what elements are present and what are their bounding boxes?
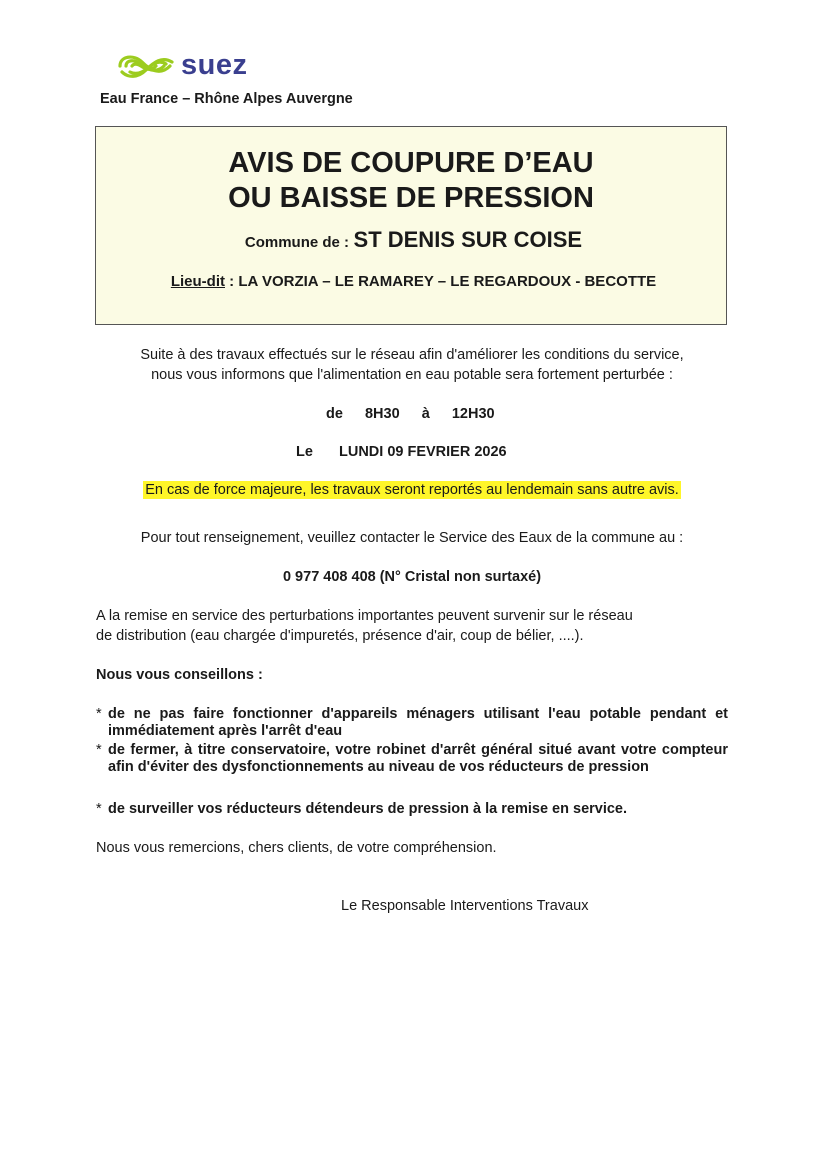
commune-name: ST DENIS SUR COISE bbox=[353, 227, 583, 252]
force-majeure-text: En cas de force majeure, les travaux seront reportés au lendemain sans autre avis. bbox=[145, 482, 679, 498]
advice-item-text: de surveiller vos réducteurs détendeurs de pression à la remise en service. bbox=[108, 801, 628, 817]
time-range bbox=[326, 406, 495, 422]
advice-item: * de fermer, à titre conservatoire, votre robinet d'arrêt général situé avant votre compteur afin d'éviter des dysfonctionnements au niveau de vos réducteurs de pression bbox=[96, 742, 728, 775]
time-to: 12H30 bbox=[451, 406, 495, 422]
time-from: 8H30 bbox=[364, 406, 400, 422]
time-from-label: de bbox=[326, 406, 343, 422]
intro-line1: Suite à des travaux effectués sur le réseau afin d'améliorer les conditions du service, bbox=[140, 347, 684, 363]
thanks-text: Nous vous remercions, chers clients, de votre compréhension. bbox=[96, 840, 497, 856]
date-label: Le bbox=[296, 444, 313, 460]
lieudit-value: : LA VORZIA – LE RAMAREY – LE REGARDOUX - BECOTTE bbox=[229, 273, 657, 290]
date-value: LUNDI 09 FEVRIER 2026 bbox=[338, 444, 507, 460]
advice-item-text: de ne pas faire fonctionner d'appareils ménagers utilisant l'eau potable pendant et immédiatement après l'arrêt d'eau bbox=[108, 706, 728, 739]
date-line bbox=[296, 444, 507, 460]
force-majeure-line bbox=[96, 482, 728, 498]
notice-title-line2: OU BAISSE DE PRESSION bbox=[228, 182, 594, 214]
brand-name: suez bbox=[181, 49, 248, 81]
phone-number: 0 977 408 408 (N° Cristal non surtaxé) bbox=[282, 569, 542, 585]
advice-item-text: de fermer, à titre conservatoire, votre robinet d'arrêt général situé avant votre compteur afin d'éviter des dysfonctionnements au niveau de vos réducteurs de pression bbox=[108, 742, 728, 775]
contact-intro: Pour tout renseignement, veuillez contacter le Service des Eaux de la commune au : bbox=[140, 530, 684, 546]
intro-line2: nous vous informons que l'alimentation en eau potable sera fortement perturbée : bbox=[151, 367, 673, 383]
advice-heading: Nous vous conseillons : bbox=[96, 667, 263, 683]
signature: Le Responsable Interventions Travaux bbox=[341, 898, 589, 914]
notice-box bbox=[95, 126, 727, 325]
advice-item: * de ne pas faire fonctionner d'appareils ménagers utilisant l'eau potable pendant et immédiatement après l'arrêt d'eau bbox=[96, 706, 728, 739]
commune-line bbox=[0, 227, 827, 253]
notice-title-line1: AVIS DE COUPURE D’EAU bbox=[228, 147, 594, 179]
time-to-label: à bbox=[421, 406, 430, 422]
region-label: Eau France – Rhône Alpes Auvergne bbox=[100, 91, 353, 107]
advice-item: * de surveiller vos réducteurs détendeurs de pression à la remise en service. bbox=[96, 801, 728, 818]
warning-line1: A la remise en service des perturbations importantes peuvent survenir sur le réseau bbox=[96, 608, 633, 624]
commune-label: Commune de : bbox=[244, 234, 350, 251]
lieudit-line bbox=[0, 273, 827, 290]
warning-line2: de distribution (eau chargée d'impuretés, présence d'air, coup de bélier, ....). bbox=[96, 628, 584, 644]
lieudit-label: Lieu-dit bbox=[170, 273, 225, 290]
